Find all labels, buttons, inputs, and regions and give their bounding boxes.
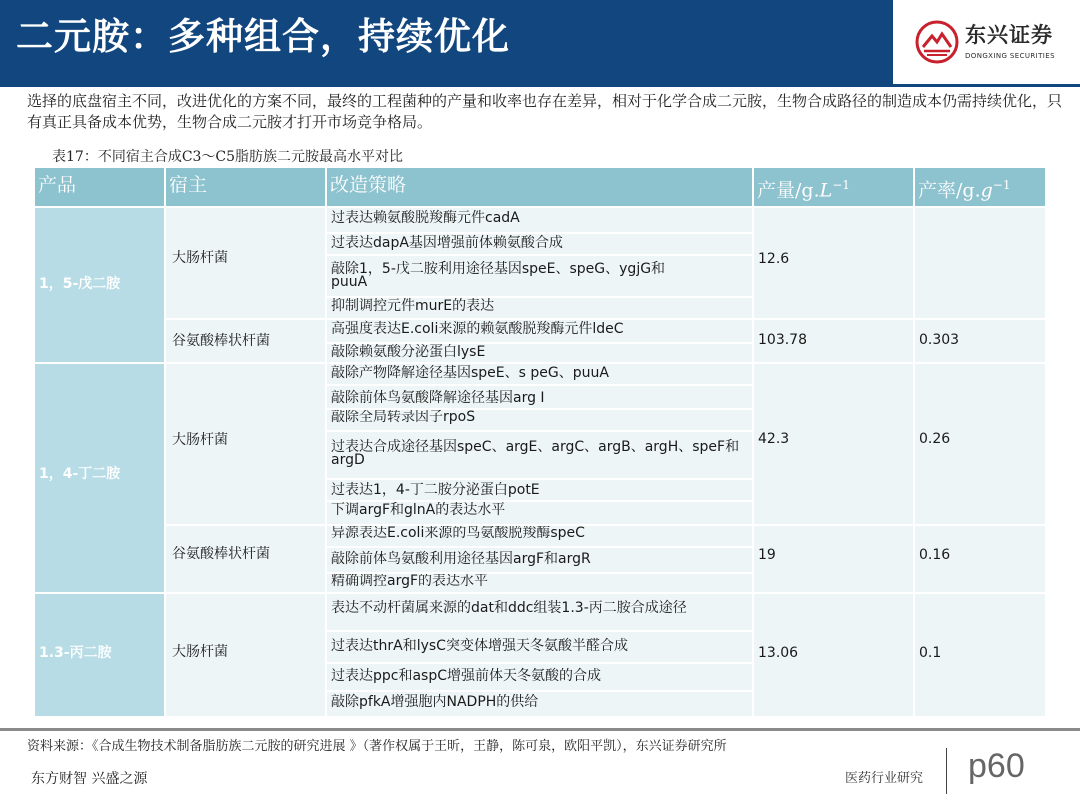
comparison-table: [35, 168, 1045, 716]
header-yield: [754, 168, 913, 206]
strategy-cell: 下调argF和glnA的表达水平: [327, 502, 752, 524]
yield-cell: 103.78: [754, 320, 913, 362]
strategy-cell: 过表达ppc和aspC增强前体天冬氨酸的合成: [327, 664, 752, 690]
strategy-cell: 敲除赖氨酸分泌蛋白lysE: [327, 344, 752, 362]
strategy-cell: 过表达合成途径基因speC、argE、argC、argB、argH、speF和argD: [327, 432, 752, 478]
rate-cell: [915, 208, 1045, 318]
page-number: p60: [968, 747, 1025, 785]
yield-cell: 42.3: [754, 364, 913, 524]
rate-cell: 0.26: [915, 364, 1045, 524]
header-product: 产品: [35, 168, 164, 206]
strategy-cell: 过表达赖氨酸脱羧酶元件cadA: [327, 208, 752, 232]
logo: [893, 0, 1080, 84]
industry-label: 医药行业研究: [845, 771, 924, 786]
source-note: 资料来源：《合成生物技术制备脂肪族二元胺的研究进展 》（著作权属于王昕，王静，陈可泉，欧阳平凯），东兴证券研究所: [27, 739, 727, 754]
header-strategy: 改造策略: [327, 168, 752, 206]
strategy-cell: 抑制调控元件murE的表达: [327, 298, 752, 318]
strategy-cell: 敲除pfkA增强胞内NADPH的供给: [327, 692, 752, 716]
strategy-cell: 敲除1，5-戊二胺利用途径基因speE、speG、ygjG和puuA: [327, 256, 752, 296]
rate-cell: 0.16: [915, 526, 1045, 592]
page-title: 二元胺：多种组合，持续优化: [16, 15, 510, 58]
footer-separator: [946, 748, 947, 794]
company-slogan: 东方财智 兴盛之源: [31, 771, 148, 787]
header-rate-exp: −1: [992, 178, 1011, 192]
rate-cell: 0.303: [915, 320, 1045, 362]
host-cell: 大肠杆菌: [166, 208, 325, 318]
header-yield-exp: −1: [832, 178, 850, 192]
strategy-cell: 敲除产物降解途径基因speE、s peG、puuA: [327, 364, 752, 384]
title-bar: [0, 0, 893, 84]
intro-paragraph: 选择的底盘宿主不同，改进优化的方案不同，最终的工程菌种的产量和收率也存在差异，相对于化学合成二元胺，生物合成路径的制造成本仍需持续优化，只有真正具备成本优势，生物合成二元胺才打开市场竞争格局。: [27, 92, 1063, 131]
strategy-cell: 异源表达E.coli来源的鸟氨酸脱羧酶speC: [327, 526, 752, 546]
product-cell: 1，5-戊二胺: [35, 208, 164, 362]
strategy-cell: 敲除前体鸟氨酸降解途径基因arg I: [327, 386, 752, 408]
product-cell: 1.3-丙二胺: [35, 594, 164, 716]
strategy-cell: 精确调控argF的表达水平: [327, 574, 752, 592]
header-rate: [915, 168, 1045, 206]
header-rate-unit: g: [980, 179, 993, 202]
strategy-cell: 敲除前体鸟氨酸利用途径基因argF和argR: [327, 548, 752, 572]
yield-cell: 19: [754, 526, 913, 592]
host-cell: 大肠杆菌: [166, 364, 325, 524]
header-yield-label: 产量/g.: [757, 179, 820, 202]
logo-mark-icon: [915, 20, 959, 64]
footer-divider: [0, 728, 1080, 731]
yield-cell: 13.06: [754, 594, 913, 716]
logo-text-en: DONGXING SECURITIES: [965, 52, 1055, 60]
host-cell: 谷氨酸棒状杆菌: [166, 320, 325, 362]
host-cell: 谷氨酸棒状杆菌: [166, 526, 325, 592]
table-caption: 表17：不同宿主合成C3～C5脂肪族二元胺最高水平对比: [52, 149, 404, 165]
header-rate-label: 产率/g.: [918, 179, 981, 202]
strategy-cell: 表达不动杆菌属来源的dat和ddc组装1.3-丙二胺合成途径: [327, 594, 752, 630]
strategy-cell: 高强度表达E.coli来源的赖氨酸脱羧酶元件ldeC: [327, 320, 752, 342]
product-cell: 1，4-丁二胺: [35, 364, 164, 592]
header-yield-unit: L: [819, 179, 833, 202]
slide-header: [0, 0, 1080, 84]
logo-text-cn: 东兴证券: [965, 23, 1053, 47]
strategy-cell: 过表达thrA和lysC突变体增强天冬氨酸半醛合成: [327, 632, 752, 662]
yield-cell: 12.6: [754, 208, 913, 318]
strategy-cell: 敲除全局转录因子rpoS: [327, 410, 752, 430]
strategy-cell: 过表达dapA基因增强前体赖氨酸合成: [327, 234, 752, 254]
header-divider: [0, 84, 1080, 87]
host-cell: 大肠杆菌: [166, 594, 325, 716]
strategy-cell: 过表达1，4-丁二胺分泌蛋白potE: [327, 480, 752, 500]
rate-cell: 0.1: [915, 594, 1045, 716]
header-host: 宿主: [166, 168, 325, 206]
